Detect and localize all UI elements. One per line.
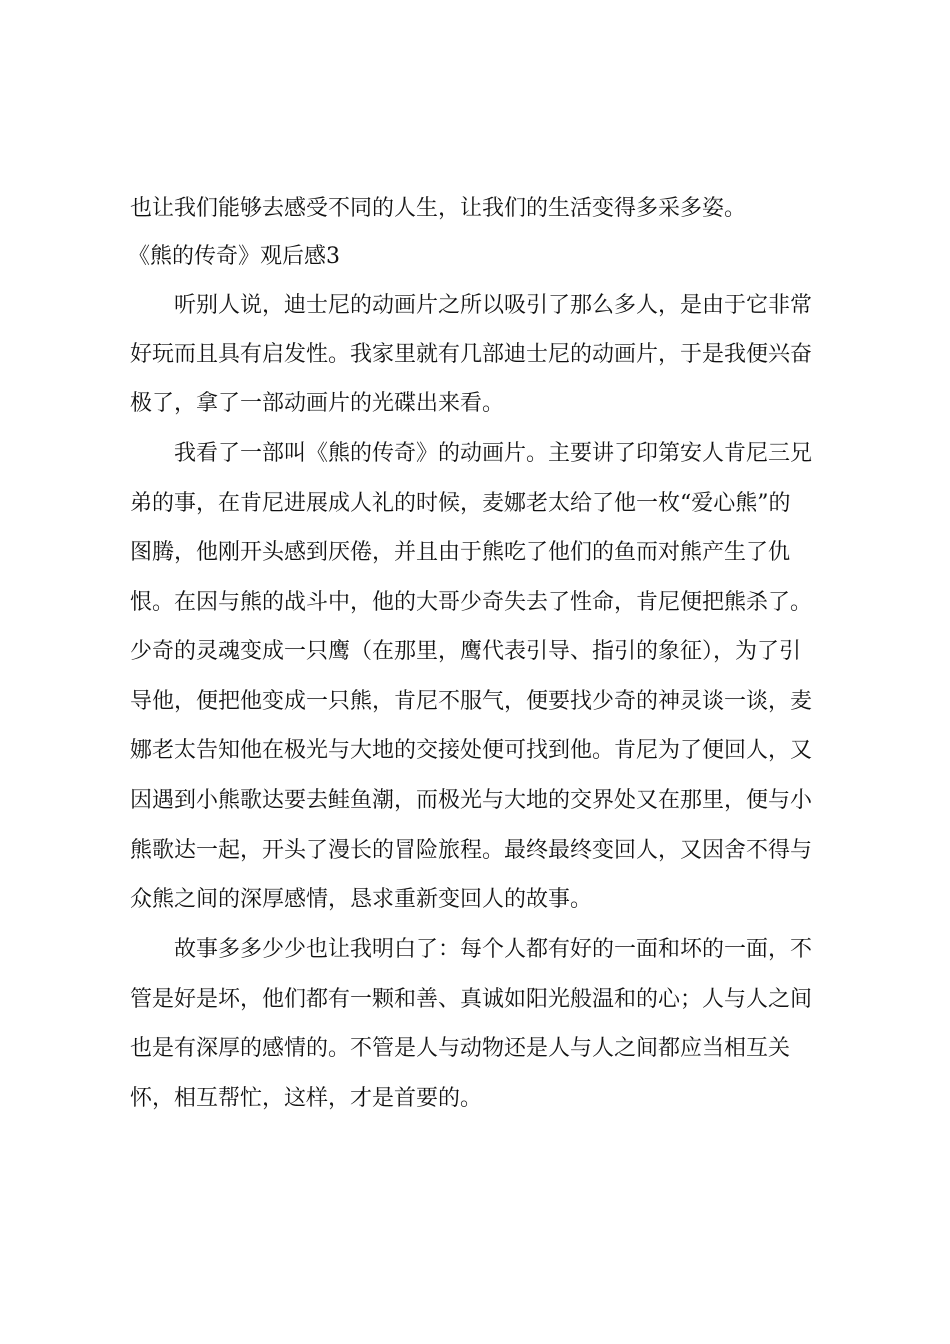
section-heading: 《熊的传奇》观后感3: [128, 244, 340, 269]
text-line: 极了，拿了一部动画片的光碟出来看。: [130, 391, 505, 416]
text-line: 因遇到小熊歌达要去鲑鱼潮，而极光与大地的交界处又在那里，便与小: [130, 788, 813, 813]
text-line: 也让我们能够去感受不同的人生，让我们的生活变得多采多姿。: [130, 196, 747, 221]
text-line: 怀，相互帮忙，这样，才是首要的。: [130, 1086, 483, 1111]
text-line: 导他，便把他变成一只熊，肯尼不服气，便要找少奇的神灵谈一谈，麦: [130, 689, 813, 714]
text-line: 图腾，他刚开头感到厌倦，并且由于熊吃了他们的鱼而对熊产生了仇: [130, 540, 791, 565]
text-line: 好玩而且具有启发性。我家里就有几部迪士尼的动画片，于是我便兴奋: [130, 342, 813, 367]
text-line: 少奇的灵魂变成一只鹰（在那里，鹰代表引导、指引的象征），为了引: [130, 639, 802, 664]
text-line: 娜老太告知他在极光与大地的交接处便可找到他。肯尼为了便回人，又: [130, 738, 813, 763]
text-line: 恨。在因与熊的战斗中，他的大哥少奇失去了性命，肯尼便把熊杀了。: [130, 590, 813, 615]
text-line: 管是好是坏，他们都有一颗和善、真诚如阳光般温和的心；人与人之间: [130, 987, 813, 1012]
text-line: 熊歌达一起，开头了漫长的冒险旅程。最终最终变回人，又因舍不得与: [130, 838, 813, 863]
text-line: 听别人说，迪士尼的动画片之所以吸引了那么多人，是由于它非常: [174, 293, 813, 318]
text-line: 众熊之间的深厚感情，恳求重新变回人的故事。: [130, 887, 593, 912]
text-line: 也是有深厚的感情的。不管是人与动物还是人与人之间都应当相互关: [130, 1036, 791, 1061]
text-line: 故事多多少少也让我明白了：每个人都有好的一面和坏的一面，不: [174, 937, 813, 962]
text-line: 我看了一部叫《熊的传奇》的动画片。主要讲了印第安人肯尼三兄: [174, 441, 813, 466]
text-line: 弟的事，在肯尼进展成人礼的时候，麦娜老太给了他一枚“爱心熊”的: [130, 491, 791, 516]
